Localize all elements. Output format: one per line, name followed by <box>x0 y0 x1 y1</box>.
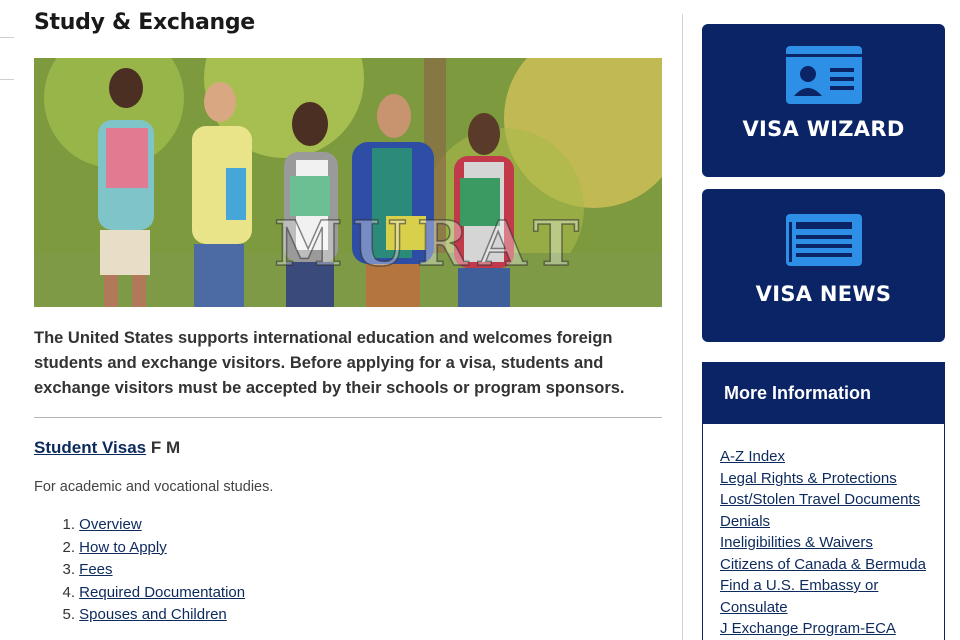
link-j-exchange-program[interactable]: J Exchange Program-ECA <box>720 620 896 637</box>
step-number: 1. <box>62 516 75 533</box>
list-item <box>34 561 245 584</box>
step-number: 5. <box>62 606 75 623</box>
link-citizens-canada-bermuda[interactable]: Citizens of Canada & Bermuda <box>720 555 926 573</box>
student-visa-steps <box>34 516 245 629</box>
edge-rule-bottom <box>0 79 14 80</box>
list-item <box>34 539 245 562</box>
list-item <box>720 468 944 490</box>
step-number: 4. <box>62 583 75 601</box>
newspaper-icon <box>786 214 862 271</box>
page-title: Study & Exchange <box>34 10 255 35</box>
list-item <box>720 575 944 597</box>
student-visas-description: For academic and vocational studies. <box>34 479 274 495</box>
step-link-overview[interactable]: Overview <box>79 516 142 533</box>
intro-paragraph: The United States supports international education and welcomes foreign students and exchange visitors. Before applying for a visa, students and exchange visitors must be accepted by their schools or program sponsors. <box>34 329 625 397</box>
edge-rule-top <box>0 37 14 38</box>
step-number: 3. <box>62 561 75 578</box>
link-lost-stolen-documents[interactable]: Lost/Stolen Travel Documents <box>720 491 921 508</box>
id-card-icon <box>786 46 862 109</box>
list-item <box>720 489 944 511</box>
step-link-fees[interactable]: Fees <box>79 561 113 578</box>
section-divider <box>34 417 662 418</box>
watermark-text: MURAT <box>274 207 590 280</box>
link-legal-rights[interactable]: Legal Rights & Protections <box>720 469 897 487</box>
step-link-spouses-and-children[interactable]: Spouses and Children <box>79 606 227 623</box>
more-information-links <box>703 424 944 640</box>
more-information-panel <box>702 362 945 640</box>
list-item <box>720 618 944 640</box>
link-ineligibilities-waivers[interactable]: Ineligibilities & Waivers <box>720 534 873 551</box>
step-link-required-documentation[interactable]: Required Documentation <box>79 583 246 601</box>
link-find-embassy-consulate[interactable]: Consulate <box>720 598 788 616</box>
step-number: 2. <box>62 538 75 556</box>
visa-news-label: VISA NEWS <box>755 282 892 306</box>
list-item <box>720 554 944 576</box>
list-item <box>720 511 944 533</box>
list-item <box>720 597 944 619</box>
visa-classes: F M <box>146 438 181 457</box>
link-find-embassy[interactable]: Find a U.S. Embassy or <box>720 577 879 594</box>
link-denials[interactable]: Denials <box>720 512 771 530</box>
list-item <box>720 532 944 554</box>
visa-news-tile[interactable] <box>702 189 945 342</box>
visa-wizard-label: VISA WIZARD <box>742 117 905 141</box>
student-visas-link[interactable]: Student Visas <box>34 438 147 457</box>
list-item <box>34 606 245 629</box>
list-item <box>34 516 245 539</box>
more-information-title: More Information <box>703 363 944 424</box>
step-link-how-to-apply[interactable]: How to Apply <box>79 538 167 556</box>
student-visas-heading <box>34 438 180 458</box>
list-item <box>34 584 245 607</box>
list-item <box>720 446 944 468</box>
visa-wizard-tile[interactable] <box>702 24 945 177</box>
column-divider <box>682 14 683 640</box>
link-a-z-index[interactable]: A-Z Index <box>720 448 786 465</box>
